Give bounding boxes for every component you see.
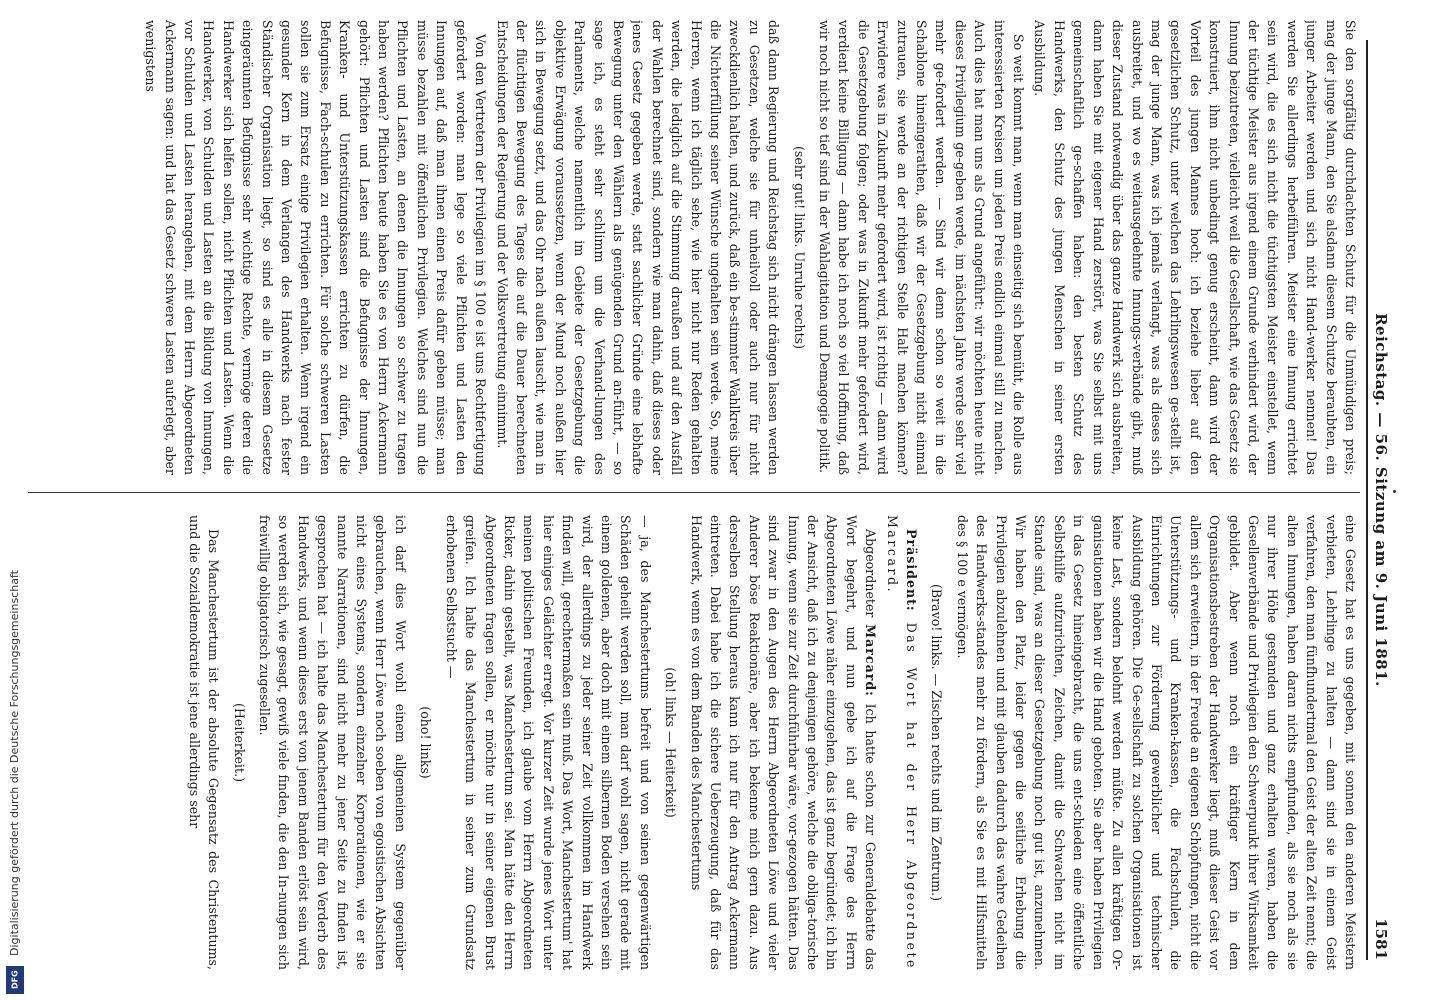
paragraph: daß dann Regierung und Reichstag sich nicht drängen lassen werden zu Gesetzen, welche sie für unheilvoll oder auch nur für nicht zweckdienlich halten, und zurück, daß ein be-stimmter Wahlkreis über die Nichterfüllung seiner Wünsche ungehalten sein werde. So, meine Herren, wenn ich täglich sehe, wie hier nicht nur Reden gehalten werden, die lediglich auf die Stimmung draußen und auf den Ausfall der Wahlen berechnet sind, sondern wie man dahin, daß dieses oder jenes Gesetz gegeben werde, statt sachlicher Gründe eine lebhafte Bewegung unter den Wählern als genügenden Grund an-führt, — so sage ich, es steht sehr schlimm um die Verhand-lungen des Parlaments, welche namentlich im Gebiete der Gesetzgebung die objektive Erwägung voraussetzen, wenn der Mund noch außen hier sich in Bewegung setzt, und das Ohr nach außen lauscht, wie man in der flüchtigen Bewegung des Tages die auf die Dauer berechneten Entscheidungen der Regierung und der Volksvertretung einnimmt. [494,20,782,475]
page-title: Reichstag. — 56. Sitzung am 9. Juni 1881. [1372,313,1390,687]
paragraph: Von den Vertretern der Privilegien im § 100 e ist uns Rechtfertigung gefordert worden: man lege so viele Pflichten und Lasten den Innungen auf, daß man ihnen einen Preis dafür geben müsse; man müsse bezahlen mit öffentlichen Privilegien. Welches sind nun die Pflichten und Lasten, an denen die Innungen so schwer zu tragen haben werden? Pflichten heute haben Sie es von Herrn Ackermann gehört: Pflichten und Lasten sind die Befugnisse der Innungen, Kranken- und Unterstützungskassen errichten zu dürfen, die Befugnisse, Fach-schulen zu errichten. Für solche schweren Lasten sollen sie zum Ersatz einige Privilegien erhalten. Wenn irgend ein gesunder Kern in dem Verlangen des Handwerks nach fester Ständischer Organisation liegt, so sind es alle in diesem Gesetze eingeräumten Befugnisse sehr wichtige Rechte, vermöge deren die Handwerker sich helfen sollen, nicht Pflichten und Lasten. Wenn die Handwerker, von Schulden und Lasten an die Bildung von Innungen, vor Schulden und Lasten herangehen, mit dem Herrn Abgeordneten Ackermann sagen: und hat das Gesetz schwere Lasten auferlegt, aber wenigstens [143,20,489,475]
right-column [20,515,1360,970]
paragraph: ich darf dies Wort wohl einem allgemeinen System gegenüber gebrauchen, wenn Herr Löwe noch soeben von egoistischen Absichten nicht eines Systems, sondern einzelner Korporationen, wie er sie nannte Narrationen, sind nicht mehr zu jener Seite zu finden ist, gesprochen hat — ich halte das Manchestertum für den Verderb des Handwerks, und wenn dieses erst von jenem Banden erlöst sein wird, so werden sich, wie gesagt, gewiß viele finden, die den In-nungen sich freiwillig obligatorisch zugesellen. [257,515,408,970]
column-divider [24,492,1360,493]
page-number: 1581 [1372,918,1390,960]
speaker-paragraph [882,515,921,970]
paragraph: eine Gesetz hat es uns gegeben, mit sonnen den anderen Meistern verbieten, Lehrlinge zu halten — dann sind sie in einem Geist verfahren, den man fünfhundertmal den Geist der alten Zeit nennt; die alten Innungen, haben daran nichts empfunden, als sie noch als sie nur ihrer Höhe gestanden und ganz erhalten waren, haben die Gesellenverbände und Privilegien den Schwerpunkt ihrer Wirksamkeit gebildet. Aber wenn noch ein kräftiger Kern in dem Organisationsbestreben der Handwerker liegt, muß dieser Geist vor allem sich erweitern, in der Freude an eigenen Schöpfungen, nicht die Unterstützungs- und Kranken-kassen, die Fachschulen, die Einrichtungen zur Förderung gewerblicher und technischer Ausbildung gehören. Die Ge-sellschaft zu solchen Organisationen ist keine Last, sondern belohnt werden müßte. Zu allen kräftigen Or-ganisationen haben wir die Hand geboten. Sie aber haben Privilegien in das Gesetz hineingebracht, die uns ent-schieden eine öffentliche Selbsthilfe aufzurichten, Zeichen, damit die Schwachen nicht im Stande sind, was an dieser Gesetzgebung noch gut ist, anzunehmen. Wir haben den Platz, leider gegen die seitliche Erhebung die Privilegien abzulehnen und mit glauben dadurch das wahre Gedeihen des Handwerks-standes mehr zu fördern, als Sie es mit Hilfsmitteln des § 100 e vermögen. [954,515,1358,970]
interjection: (Bravo! links. — Zischen rechts und im Zentrum.) [929,583,945,902]
interjection: (oho! links) [418,706,434,779]
document-page [10,0,1400,1000]
paragraph: Sie den sorgfältig durchdachten Schutz für die Unmündigen preis; mag der junge Mann, den Sie alsdann diesem Schutze beraubten, ein junger Arbeiter werden und sich nicht Hand-werker nennen! Das werden Sie allerdings herbeiführen. Meister eine Innung errichtet sein wird, die es sich nicht die tüchtigsten Meister einstellet, wenn der tüchtige Meister aus irgend einem Grunde verhindert wird, der Innung beizutreten, vielleicht weil die Gesellschaft, wie das Gesetz sie konstruiert, ihm nicht unbedingt genug erscheint, dann wird der Vorteil des jungen Mannes hoch: ich beziehe lieber auf den gesetzlichen Schutz, unter welchen das Lehrlingswesen ge-stellt ist, mag der junge Mann, was ich jemals verlangt, was als dieses sich ausbreitet, und wo es weitausgedehnte Innungs-verbände gibt, muß dieser Zustand notwendig über das ganze Handwerk sich ausbreiten, dann haben Sie mit eigener Hand zerstört, was Sie selbst mit uns gemeinschaftlich ge-schaffen haben: den besten Schutz des Handwerks, den Schutz des jungen Menschen in seiner ersten Ausbildung. [1032,20,1358,475]
digitization-credit-strip [2,0,28,1000]
left-column [20,20,1360,475]
speaker-paragraph [686,515,880,970]
paragraph: So weit kommt man, wenn man einseitig sich bemüht, die Rolle aus interessierten Kreisen um jeden Preis endlich einmal still zu machen. Auch dies hat man uns als Grund angeführt: wir möchten heute nicht dieses Privilegium ge-geben werde, im nächsten Jahre werde sehr viel mehr ge-fordert werden. — Sind wir denn schon so weit in die Schablone hineingerathen, daß wir der Gesetzgebung nicht einmal zutrauen, sie werde an der richtigen Stelle Halt machen können? Erwidere was in Zukunft mehr gefordert wird, ist richtig — dann wird die Gesetzgebung folgen; oder was in Zukunft mehr gefordert wird, verdient keine Billigung — dann habe ich noch so viel Hoffnung, daß wir noch nicht so tief sind in der Wahlagitation und Demagogie politik. [817,20,1027,475]
interjection: (Heiterkeit.) [231,703,247,782]
digitization-credit: Digitalisierung gefördert durch die Deutsche Forschungsgemeinschaft [8,570,21,956]
paragraph: Das Manchestertum ist der absolute Gegensatz des Christentums, und die Sozialdemokratie ist jene allerdings sehr [186,515,222,970]
speaker-name: Präsident: [904,529,920,612]
paragraph: — ja, des Manchestertums befreit und von seinen gegenwärtigen Schäden geheilt werden soll, man darf wohl sagen, nicht gerade mit einem goldenen, aber doch mit einem silbernen Boden versehen sein wird, der allerdings zu jeder seiner Zeit vollkommen im Handwerk finden will, gerechtermaßen sein muß. Das Wort, Manchestertum' hat hier einiges Gelächter erregt. Vor kurzer Zeit wurde jenes Wort unter meinen politischen Freunden, ich glaube vom Herrn Abgeordneten Ricker, dahin gestellt, was Manchestertum sei. Man hätte den Herrn Abgeordneten fragen sollen, er möchte nur in seiner eigenen Brust greifen. Ich halte das Manchestertum in seiner zum Grundsatz erhobenen Selbstsucht — [443,515,653,970]
speaker-text: Das Wort hat der Herr Abgeordnete Marcard. [884,515,920,970]
page-header [1366,40,1394,960]
speaker-text: Ich hatte schon zur Generaldebatte das Wort begehrt, und nun gebe ich auf die Frage des Herrn Abgeordneten Löwe näher einzugehen, das ist ganz begründet; ich bin der Ansicht, daß ich zu denjenigen gehöre, welche die obliga-torische Innung, wenn sie zur Zeit durchführbar wäre, vor-gezogen hätten. Das sind zwar in den Augen des Herrn Abgeordneten Löwe und vieler Anderer böse Reaktionäre, aber ich bekenne mich gern dazu. Aus derselben Stellung heraus kann ich nur für den Antrag Ackermann eintreten. Dabei habe ich die sichere Ueberzeugung, daß für das Handwerk, wenn es von dem Banden des Manchestertums [688,515,879,970]
speaker-name: Marcard: [863,624,879,697]
interjection: (oh! links — Heiterkeit) [663,667,679,818]
speaker-label: Abgeordneter [863,529,879,618]
dfg-logo: DFG [6,966,24,994]
interjection: (sehr gut! links. Unruhe rechts) [791,145,807,350]
